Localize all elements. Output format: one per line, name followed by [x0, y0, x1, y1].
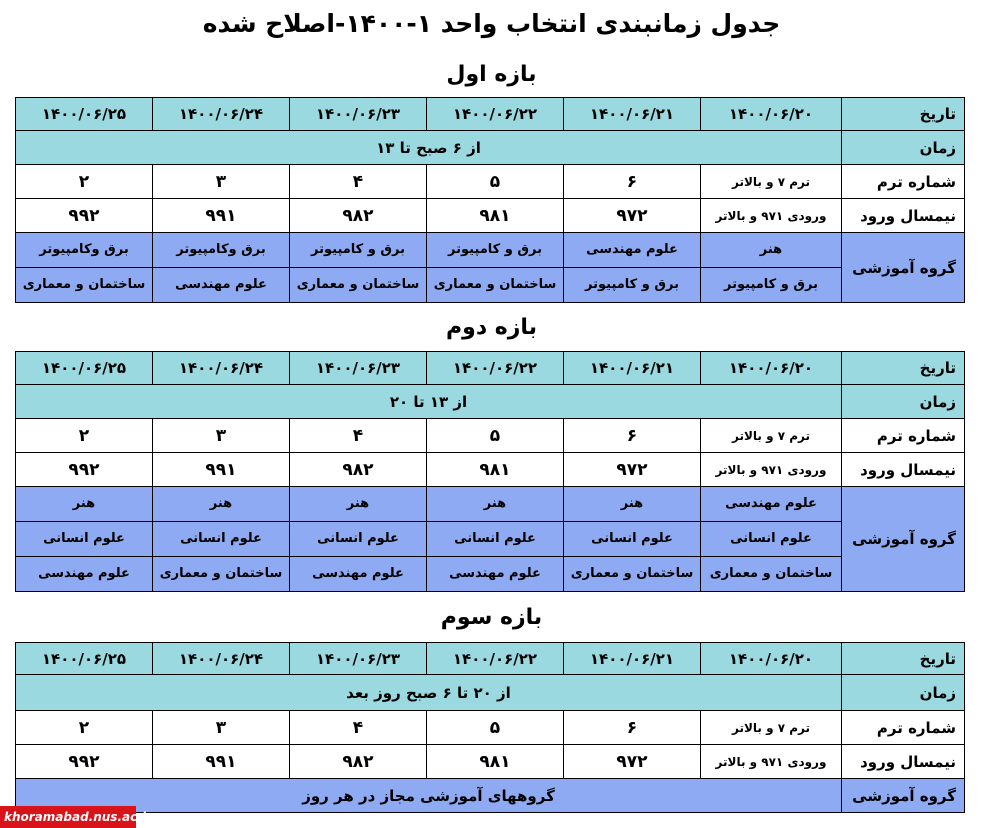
date-cell: ۱۴۰۰/۰۶/۲۰	[701, 643, 842, 675]
group-item: ساختمان و معماری	[290, 267, 426, 302]
time-range: از ۲۰ تا ۶ صبح روز بعد	[16, 675, 842, 711]
group-item: هنر	[483, 496, 507, 511]
group-item: علوم مهندسی	[427, 556, 563, 591]
term-label: شماره ترم	[842, 419, 965, 453]
group-cell	[564, 487, 701, 592]
date-cell: ۱۴۰۰/۰۶/۲۲	[427, 352, 564, 385]
semester-cell: ۹۹۲	[16, 745, 153, 779]
time-row	[16, 385, 965, 419]
group-cell	[427, 233, 564, 303]
group-row	[16, 487, 965, 592]
group-label: گروه آموزشی	[842, 779, 965, 813]
group-item: برق و کامپیوتر	[448, 242, 542, 257]
semester-cell: ۹۷۲	[564, 453, 701, 487]
term-cell: ترم ۷ و بالاتر	[701, 165, 842, 199]
site-watermark: khoramabad.nus.ac.ir	[0, 806, 136, 828]
date-cell: ۱۴۰۰/۰۶/۲۰	[701, 352, 842, 385]
group-cell	[701, 487, 842, 592]
time-row	[16, 131, 965, 165]
term-cell: ۴	[290, 165, 427, 199]
semester-cell: ۹۹۱	[153, 745, 290, 779]
date-cell: ۱۴۰۰/۰۶/۲۰	[701, 98, 842, 131]
group-label: گروه آموزشی	[842, 487, 965, 592]
period-1-table	[15, 97, 965, 303]
date-row	[16, 643, 965, 675]
date-cell: ۱۴۰۰/۰۶/۲۵	[16, 352, 153, 385]
group-item: علوم مهندسی	[725, 496, 817, 511]
date-cell: ۱۴۰۰/۰۶/۲۳	[290, 98, 427, 131]
date-cell: ۱۴۰۰/۰۶/۲۴	[153, 98, 290, 131]
group-item: علوم مهندسی	[586, 242, 678, 257]
term-cell: ترم ۷ و بالاتر	[701, 419, 842, 453]
period-2-title: بازه دوم	[446, 315, 537, 340]
date-cell: ۱۴۰۰/۰۶/۲۳	[290, 352, 427, 385]
term-cell: ۳	[153, 419, 290, 453]
term-cell: ۳	[153, 711, 290, 745]
group-item: هنر	[72, 496, 96, 511]
semester-cell: ۹۸۲	[290, 745, 427, 779]
semester-cell: ۹۹۲	[16, 199, 153, 233]
group-cell	[16, 233, 153, 303]
group-item: علوم مهندسی	[16, 556, 152, 591]
date-cell: ۱۴۰۰/۰۶/۲۴	[153, 352, 290, 385]
group-item: هنر	[209, 496, 233, 511]
group-item: علوم انسانی	[290, 521, 426, 556]
group-item: برق و کامپیوتر	[311, 242, 405, 257]
group-item: هنر	[620, 496, 644, 511]
group-cell	[564, 233, 701, 303]
group-cell	[427, 487, 564, 592]
period-3-table	[15, 642, 965, 813]
period-1-title: بازه اول	[446, 62, 537, 87]
semester-label: نیمسال ورود	[842, 745, 965, 779]
group-cell	[701, 233, 842, 303]
term-cell: ۶	[564, 419, 701, 453]
time-label: زمان	[842, 675, 965, 711]
date-cell: ۱۴۰۰/۰۶/۲۱	[564, 98, 701, 131]
group-item: هنر	[759, 242, 783, 257]
group-item: برق وکامپیوتر	[39, 242, 129, 257]
group-cell	[153, 487, 290, 592]
term-label: شماره ترم	[842, 711, 965, 745]
group-item: علوم انسانی	[16, 521, 152, 556]
term-cell: ۵	[427, 165, 564, 199]
time-label: زمان	[842, 131, 965, 165]
group-all-cell: گروههای آموزشی مجاز در هر روز	[16, 779, 842, 813]
group-label: گروه آموزشی	[842, 233, 965, 303]
group-item: برق وکامپیوتر	[176, 242, 266, 257]
group-item: ساختمان و معماری	[701, 556, 841, 591]
group-row	[16, 779, 965, 813]
group-item: علوم مهندسی	[290, 556, 426, 591]
page-title: جدول زمانبندی انتخاب واحد ۱-۱۴۰۰-اصلاح شده	[202, 9, 781, 38]
term-cell: ۵	[427, 419, 564, 453]
term-cell: ۵	[427, 711, 564, 745]
term-cell: ۳	[153, 165, 290, 199]
date-label: تاریخ	[842, 98, 965, 131]
semester-label: نیمسال ورود	[842, 199, 965, 233]
term-cell: ۲	[16, 165, 153, 199]
date-row	[16, 352, 965, 385]
term-cell: ۶	[564, 165, 701, 199]
semester-cell: ۹۸۱	[427, 453, 564, 487]
term-row	[16, 419, 965, 453]
semester-cell: ۹۹۲	[16, 453, 153, 487]
group-item: ساختمان و معماری	[153, 556, 289, 591]
semester-cell: ۹۷۲	[564, 199, 701, 233]
group-item: علوم انسانی	[153, 521, 289, 556]
period-3-title: بازه سوم	[440, 605, 543, 630]
semester-cell: ورودی ۹۷۱ و بالاتر	[701, 199, 842, 233]
group-item: هنر	[346, 496, 370, 511]
group-item: ساختمان و معماری	[427, 267, 563, 302]
semester-row	[16, 453, 965, 487]
term-cell: ۴	[290, 711, 427, 745]
semester-label: نیمسال ورود	[842, 453, 965, 487]
time-row	[16, 675, 965, 711]
term-row	[16, 165, 965, 199]
term-cell: ۲	[16, 419, 153, 453]
date-cell: ۱۴۰۰/۰۶/۲۱	[564, 352, 701, 385]
semester-cell: ورودی ۹۷۱ و بالاتر	[701, 453, 842, 487]
semester-row	[16, 199, 965, 233]
date-cell: ۱۴۰۰/۰۶/۲۱	[564, 643, 701, 675]
group-item: برق و کامپیوتر	[701, 267, 841, 302]
semester-cell: ۹۷۲	[564, 745, 701, 779]
semester-cell: ورودی ۹۷۱ و بالاتر	[701, 745, 842, 779]
term-label: شماره ترم	[842, 165, 965, 199]
date-label: تاریخ	[842, 352, 965, 385]
group-row	[16, 233, 965, 303]
semester-cell: ۹۹۱	[153, 453, 290, 487]
time-label: زمان	[842, 385, 965, 419]
group-item: علوم انسانی	[701, 521, 841, 556]
time-range: از ۶ صبح تا ۱۳	[16, 131, 842, 165]
date-row	[16, 98, 965, 131]
group-item: برق و کامپیوتر	[564, 267, 700, 302]
group-cell	[16, 487, 153, 592]
group-item: علوم انسانی	[564, 521, 700, 556]
term-cell: ترم ۷ و بالاتر	[701, 711, 842, 745]
date-cell: ۱۴۰۰/۰۶/۲۵	[16, 643, 153, 675]
group-item: ساختمان و معماری	[564, 556, 700, 591]
semester-cell: ۹۹۱	[153, 199, 290, 233]
semester-cell: ۹۸۱	[427, 745, 564, 779]
date-label: تاریخ	[842, 643, 965, 675]
date-cell: ۱۴۰۰/۰۶/۲۲	[427, 643, 564, 675]
time-range: از ۱۳ تا ۲۰	[16, 385, 842, 419]
semester-row	[16, 745, 965, 779]
group-cell	[290, 487, 427, 592]
group-cell	[153, 233, 290, 303]
term-row	[16, 711, 965, 745]
semester-cell: ۹۸۲	[290, 453, 427, 487]
date-cell: ۱۴۰۰/۰۶/۲۳	[290, 643, 427, 675]
group-cell	[290, 233, 427, 303]
term-cell: ۴	[290, 419, 427, 453]
term-cell: ۶	[564, 711, 701, 745]
group-item: ساختمان و معماری	[16, 267, 152, 302]
semester-cell: ۹۸۱	[427, 199, 564, 233]
date-cell: ۱۴۰۰/۰۶/۲۴	[153, 643, 290, 675]
date-cell: ۱۴۰۰/۰۶/۲۲	[427, 98, 564, 131]
date-cell: ۱۴۰۰/۰۶/۲۵	[16, 98, 153, 131]
group-item: علوم مهندسی	[153, 267, 289, 302]
term-cell: ۲	[16, 711, 153, 745]
semester-cell: ۹۸۲	[290, 199, 427, 233]
period-2-table	[15, 351, 965, 592]
group-item: علوم انسانی	[427, 521, 563, 556]
